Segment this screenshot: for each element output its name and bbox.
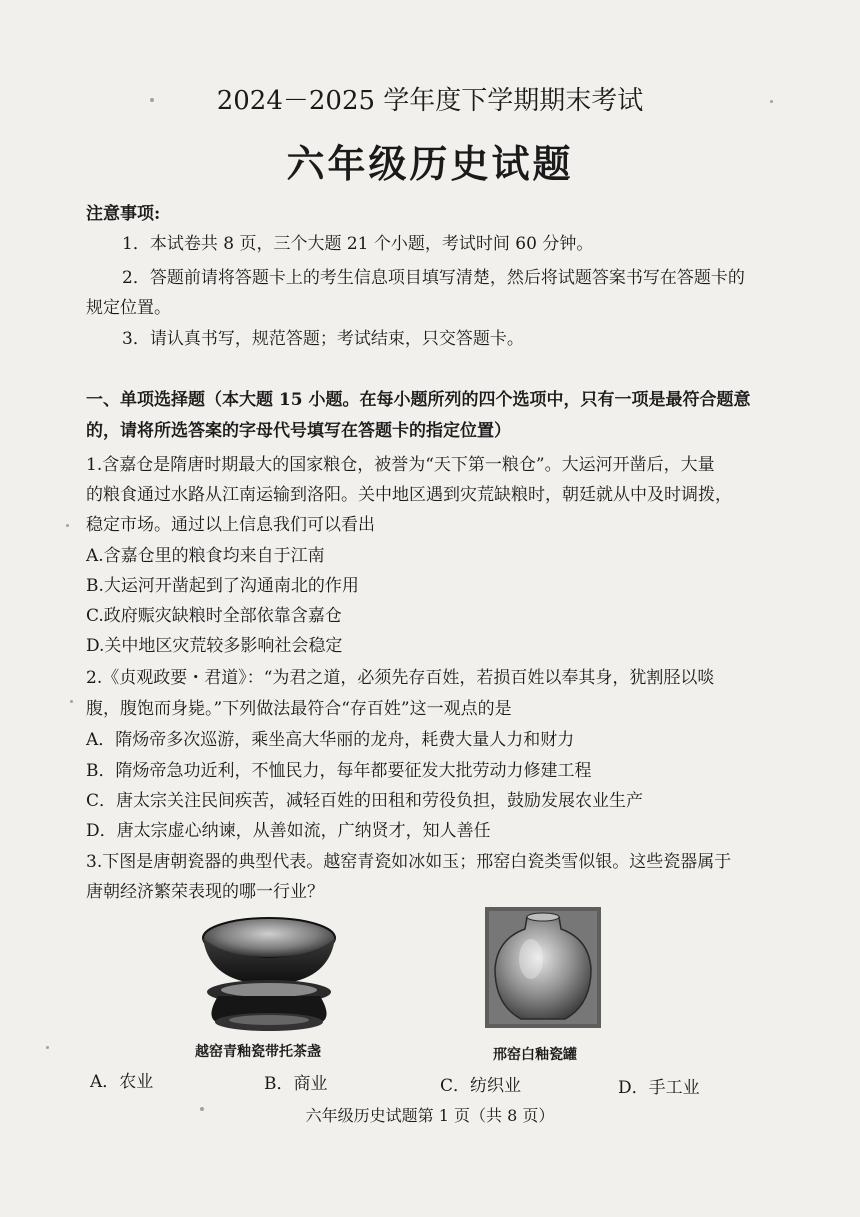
section-heading: 的，请将所选答案的字母代号填写在答题卡的指定位置） bbox=[86, 421, 511, 441]
exam-year-heading: 2024－2025 学年度下学期期末考试 bbox=[216, 86, 644, 116]
question-option: A．隋炀帝多次巡游，乘坐高大华丽的龙舟，耗费大量人力和财力 bbox=[86, 730, 575, 750]
scan-speck bbox=[770, 100, 773, 103]
question-option: A．农业 bbox=[90, 1072, 154, 1092]
question-stem: 稳定市场。通过以上信息我们可以看出 bbox=[86, 515, 375, 535]
scan-speck bbox=[200, 1107, 204, 1111]
section-heading: 一、单项选择题（本大题 15 小题。在每小题所列的四个选项中，只有一项是最符合题意 bbox=[86, 390, 751, 410]
yue-ware-tea-bowl-image bbox=[196, 912, 342, 1036]
question-stem: 2.《贞观政要・君道》：“为君之道，必须先存百姓，若损百姓以奉其身，犹割胫以啖 bbox=[86, 668, 715, 688]
question-option: A.含嘉仓里的粮食均来自于江南 bbox=[86, 546, 325, 566]
question-option: C．唐太宗关注民间疾苦，减轻百姓的田租和劳役负担，鼓励发展农业生产 bbox=[86, 791, 644, 811]
notice-item: 1．本试卷共 8 页，三个大题 21 个小题，考试时间 60 分钟。 bbox=[122, 234, 594, 254]
scan-speck bbox=[66, 524, 69, 527]
question-option: D．手工业 bbox=[618, 1078, 700, 1098]
page-footer: 六年级历史试题第 1 页（共 8 页） bbox=[305, 1106, 555, 1125]
question-option: C．纺织业 bbox=[440, 1076, 522, 1096]
question-stem: 腹，腹饱而身毙。”下列做法最符合“存百姓”这一观点的是 bbox=[86, 699, 512, 719]
notice-heading: 注意事项: bbox=[86, 204, 161, 224]
question-option: B．隋炀帝急功近利，不恤民力，每年都要征发大批劳动力修建工程 bbox=[86, 761, 592, 781]
question-stem: 3.下图是唐朝瓷器的典型代表。越窑青瓷如冰如玉；邢窑白瓷类雪似银。这些瓷器属于 bbox=[86, 852, 732, 872]
scan-speck bbox=[70, 700, 73, 703]
question-stem: 1.含嘉仓是隋唐时期最大的国家粮仓，被誉为“天下第一粮仓”。大运河开凿后，大量 bbox=[86, 455, 715, 475]
question-option: D．唐太宗虚心纳谏，从善如流，广纳贤才，知人善任 bbox=[86, 821, 491, 841]
notice-item: 3．请认真书写，规范答题；考试结束，只交答题卡。 bbox=[122, 329, 524, 349]
image-caption: 邢窑白釉瓷罐 bbox=[493, 1047, 577, 1063]
xing-ware-jar-image bbox=[485, 907, 601, 1028]
question-stem: 唐朝经济繁荣表现的哪一行业？ bbox=[86, 882, 324, 902]
scan-speck bbox=[150, 98, 154, 102]
question-stem: 的粮食通过水路从江南运输到洛阳。关中地区遇到灾荒缺粮时，朝廷就从中及时调拨， bbox=[86, 485, 732, 505]
notice-item: 2．答题前请将答题卡上的考生信息项目填写清楚，然后将试题答案书写在答题卡的 bbox=[122, 268, 745, 288]
question-option: D.关中地区灾荒较多影响社会稳定 bbox=[86, 636, 343, 656]
image-caption: 越窑青釉瓷带托茶盏 bbox=[195, 1044, 321, 1060]
exam-title: 六年级历史试题 bbox=[286, 141, 574, 186]
question-option: C.政府赈灾缺粮时全部依靠含嘉仓 bbox=[86, 606, 342, 626]
scan-speck bbox=[46, 1046, 49, 1049]
question-option: B．商业 bbox=[264, 1074, 328, 1094]
notice-item: 规定位置。 bbox=[86, 298, 171, 318]
question-option: B.大运河开凿起到了沟通南北的作用 bbox=[86, 576, 359, 596]
